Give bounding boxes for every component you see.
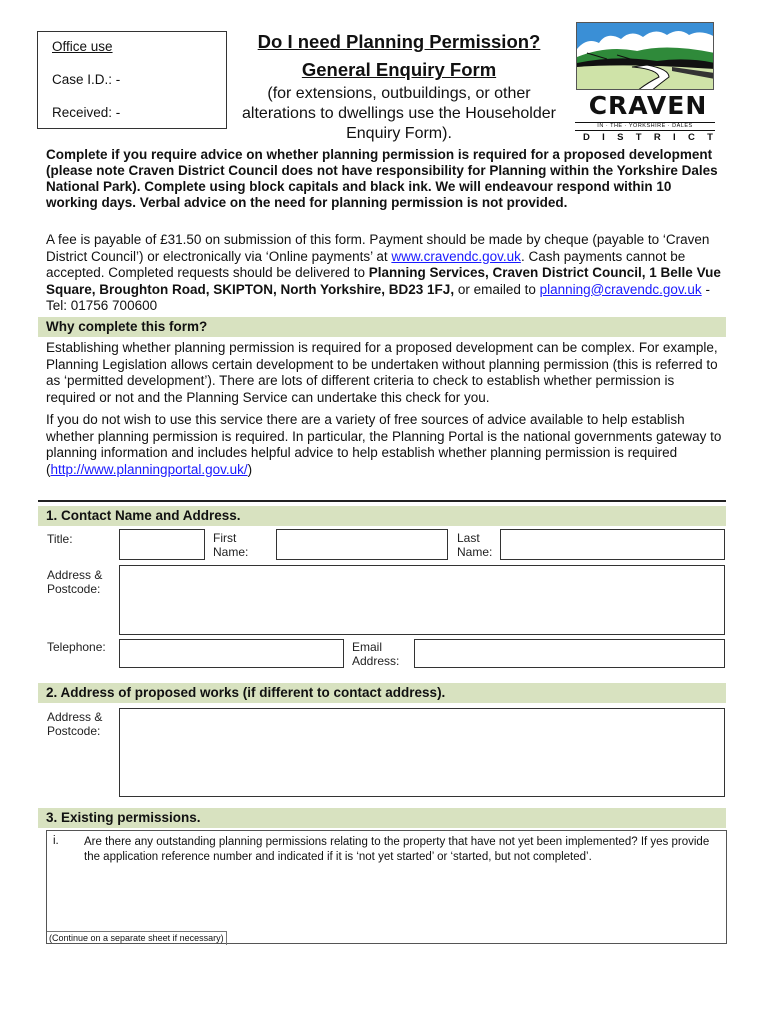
section-2-heading: 2. Address of proposed works (if different to contact address). xyxy=(38,683,726,703)
last-name-label-line1: Last xyxy=(457,531,480,545)
telephone-text: - Tel: 01756 700600 xyxy=(46,281,710,313)
works-address-label-line1: Address & xyxy=(47,710,103,724)
first-name-label xyxy=(213,531,248,559)
logo-district: DISTRICT xyxy=(583,132,726,143)
why-text xyxy=(46,340,726,484)
section-1-heading: 1. Contact Name and Address. xyxy=(38,506,726,526)
email-label-line1: Email xyxy=(352,640,383,654)
first-name-label-line2: Name: xyxy=(213,545,249,559)
fee-text-2: . Cash payments cannot be accepted. Completed requests should be delivered to xyxy=(46,248,686,280)
question-number: i. xyxy=(53,835,59,847)
why-heading: Why complete this form? xyxy=(38,317,726,337)
email-label xyxy=(352,640,399,668)
works-address-label xyxy=(47,710,102,738)
office-use-box xyxy=(37,31,227,129)
received-label: Received: - xyxy=(52,105,121,120)
address-label xyxy=(47,568,102,596)
why-paragraph-1: Establishing whether planning permission is required for a proposed development can be complex. For example, Planning Legislation allows certain development to be undertaken without planning permission (this is referred to as ‘permitted development’). There are lots of different criteria to check to establish whether permission is required or not and the Planning Service can undertake this check for you. xyxy=(46,340,718,405)
email-label-line2: Address: xyxy=(352,654,400,668)
existing-permissions-question: Are there any outstanding planning permissions relating to the property that have not yet been implemented? If yes provide the application reference number and indicated if it is ‘not yet started’ or ‘started, but not completed’. xyxy=(84,836,710,863)
section-3-heading: 3. Existing permissions. xyxy=(38,808,726,828)
intro-instructions: Complete if you require advice on whether planning permission is required for a proposed development (please note Craven District Council does not have responsibility for Planning within the Yorkshire Dales National Park). Complete using block capitals and black ink. We will endeavour respond within 10 working days. Verbal advice on the need for planning permission is not provided. xyxy=(46,147,718,210)
logo-brand: CRAVEN xyxy=(588,91,708,120)
delivery-address: Planning Services, Craven District Council, 1 Belle Vue Square, Broughton Road, SKIPTON, North Yorkshire, BD23 1FJ, xyxy=(46,265,721,297)
works-address-label-line2: Postcode: xyxy=(47,724,101,738)
last-name-label xyxy=(457,531,492,559)
address-label-line1: Address & xyxy=(47,568,103,582)
fee-text: A fee is payable of £31.50 on submission of this form. Payment should be made by cheque (payable to ‘Craven District Council’) or electronically via ‘Online payments’ at xyxy=(46,232,710,264)
title-label: Title: xyxy=(47,532,73,546)
telephone-label: Telephone: xyxy=(47,640,106,654)
planning-portal-link[interactable]: http://www.planningportal.gov.uk/ xyxy=(50,461,248,477)
works-address-field[interactable] xyxy=(119,708,725,797)
landscape-logo-icon xyxy=(576,22,714,90)
council-website-link[interactable]: www.cravendc.gov.uk xyxy=(391,248,521,264)
last-name-field[interactable] xyxy=(500,529,725,560)
last-name-label-line2: Name: xyxy=(457,545,493,559)
office-use-title: Office use xyxy=(52,39,113,54)
email-field[interactable] xyxy=(414,639,725,668)
telephone-field[interactable] xyxy=(119,639,344,668)
case-id-label: Case I.D.: - xyxy=(52,72,121,87)
title-field[interactable] xyxy=(119,529,205,560)
page-title: Do I need Planning Permission? xyxy=(257,31,541,52)
fee-text-3: or emailed to xyxy=(454,281,540,297)
section-divider xyxy=(38,500,726,502)
first-name-field[interactable] xyxy=(276,529,448,560)
form-note: (for extensions, outbuildings, or other alterations to dwellings use the Householder Enquiry Form). xyxy=(242,85,556,142)
fee-paragraph xyxy=(46,232,726,315)
continue-note: (Continue on a separate sheet if necessary) xyxy=(47,931,227,945)
craven-logo xyxy=(575,22,726,143)
email-link[interactable]: planning@cravendc.gov.uk xyxy=(539,281,702,297)
why-paragraph-2 xyxy=(46,412,726,478)
logo-tagline: IN · THE · YORKSHIRE · DALES xyxy=(575,122,715,131)
why-paragraph-2-text: If you do not wish to use this service there are a variety of free sources of advice available to help establish whether planning permission is required. In particular, the Planning Portal is the national governments gateway to planning information and includes helpful advice to help establish whether planning permission is required ( xyxy=(46,412,722,477)
first-name-label-line1: First xyxy=(213,531,237,545)
form-subtitle: General Enquiry Form xyxy=(301,59,497,80)
why-paragraph-2-end: ) xyxy=(247,461,253,477)
contact-address-field[interactable] xyxy=(119,565,725,635)
address-label-line2: Postcode: xyxy=(47,582,101,596)
existing-permissions-field[interactable] xyxy=(46,830,727,944)
form-header xyxy=(232,29,566,144)
